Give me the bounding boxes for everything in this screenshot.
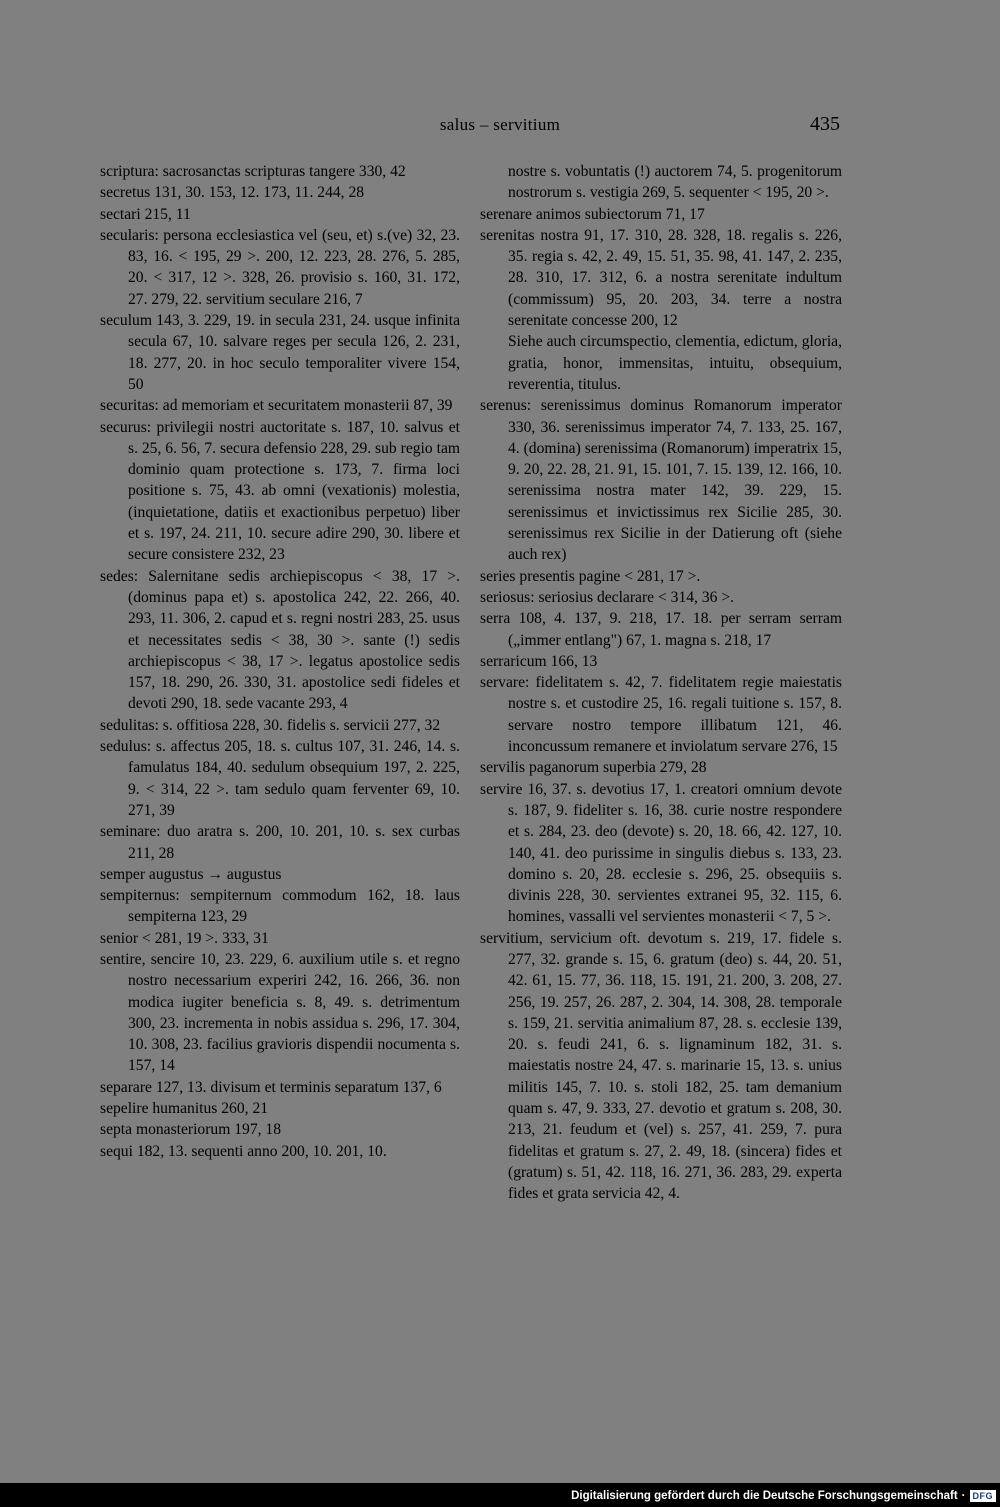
index-entry: servare: fidelitatem s. 42, 7. fidelitatem regie maiestatis nostre s. et custodire 25, 16. regali tuitione s. 157, 8. servare nostro tempore illibatum 121, 46. inconcussum remanere et inviolatum servare 276, 15 [480, 674, 842, 756]
index-entry: serra 108, 4. 137, 9. 218, 17. 18. per serram serram („immer entlang") 67, 1. magna s. 218, 17 [480, 610, 842, 649]
index-entry: sedulus: s. affectus 205, 18. s. cultus 107, 31. 246, 14. s. famulatus 184, 40. sedulum obsequium 197, 2. 225, 9. < 314, 22 >. tam sedulo quam ferventer 69, 10. 271, 39 [100, 738, 460, 819]
index-entry: sepelire humanitus 260, 21 [100, 1100, 269, 1118]
left-column [100, 161, 460, 1162]
running-head: salus – servitium [439, 115, 561, 134]
index-entry: secularis: persona ecclesiastica vel (seu, et) s.(ve) 32, 23. 83, 16. < 195, 29 >. 200, 12. 223, 28. 276, 5. 285, 20. < 317, 12 >. 328, 26. provisio s. 160, 31. 172, 27. 279, 22. servitium seculare 216, 7 [100, 226, 460, 308]
index-entry: seculum 143, 3. 229, 19. in secula 231, 24. usque infinita secula 67, 10. salvare reges per secula 126, 2. 231, 18. 277, 20. in hoc seculo temporaliter vivere 154, 50 [100, 312, 460, 393]
index-entry: sequi 182, 13. sequenti anno 200, 10. 201, 10. [100, 1142, 387, 1160]
index-entry: servilis paganorum superbia 279, 28 [480, 759, 707, 777]
index-entry: sedulitas: s. offitiosa 228, 30. fidelis s. servicii 277, 32 [100, 716, 441, 734]
index-entry: serenus: serenissimus dominus Romanorum imperator 330, 36. serenissimus imperator 74, 7. 133, 25. 167, 4. (domina) serenissima (Romanorum) imperatrix 15, 9. 20, 22. 28, 21. 91, 15. 101, 7. 15. 139, 12. 166, 10. serenissima nostra mater 142, 39. 229, 15. serenissimus et invictissimus rex Sicilie 285, 30. serenissimus rex Sicilie in der Datierung oft (siehe auch rex) [480, 397, 842, 564]
index-entry: securus: privilegii nostri auctoritate s. 187, 10. salvus et s. 25, 6. 56, 7. secura defensio 228, 29. sub regio tam dominio quam protectione s. 173, 7. firma loci positione s. 75, 43. ab omni (vexationis) molestia, (inquietatione, datiis et exactionibus perpetuo) liber et s. 197, 24. 211, 10. secure adire 290, 30. libere et secure consistere 232, 23 [100, 418, 460, 564]
page-number: 435 [810, 113, 840, 135]
index-entry: serenitas nostra 91, 17. 310, 28. 328, 18. regalis s. 226, 35. regia s. 42, 2. 49, 15. 51, 35. 98, 41. 147, 2. 235, 28. 310, 17. 312, 6. a nostra serenitate indultum (commissum) 95, 20. 203, 34. terre a nostra serenitate concesse 200, 12 [480, 226, 842, 330]
index-entry-continuation: nostre s. vobuntatis (!) auctorem 74, 5. progenitorum nostrorum s. vestigia 269, 5. sequenter < 195, 20 >. [508, 163, 842, 202]
index-entry: serenare animos subiectorum 71, 17 [480, 205, 705, 223]
index-entry: seriosus: seriosius declarare < 314, 36 >. [480, 588, 735, 606]
index-entry: sempiternus: sempiternum commodum 162, 18. laus sempiterna 123, 29 [100, 887, 460, 926]
dfg-logo: DFG [970, 1490, 997, 1502]
index-entry: scriptura: sacrosanctas scripturas tangere 330, 42 [100, 163, 406, 180]
index-entry: series presentis pagine < 281, 17 >. [480, 567, 701, 585]
index-entry: semper augustus → augustus [100, 865, 282, 883]
index-entry: septa monasteriorum 197, 18 [100, 1121, 282, 1139]
index-entry: servitium, servicium oft. devotum s. 219, 17. fidele s. 277, 32. grande s. 15, 6. gratum (deo) s. 44, 20. 51, 42. 61, 15. 77, 36. 118, 15. 191, 21. 200, 3. 208, 27. 256, 19. 257, 26. 287, 2. 304, 14. 308, 28. temporale s. 159, 21. servitia animalium 87, 28. s. ecclesie 139, 20. s. feudi 241, 6. s. lignaminum 182, 31. s. maiestatis nostre 24, 47. s. marinarie 15, 13. s. unius militis 145, 7. 10. s. stoli 182, 25. tam demanium quam s. 47, 9. 333, 27. devotio et gratum s. 208, 30. 213, 21. feudum et (vel) s. 257, 41. 259, 7. pura fidelitas et gratum s. 27, 2. 49, 18. (sincera) fides et (gratum) s. 51, 42. 118, 16. 271, 36. 283, 29. experta fides et grata servicia 42, 4. [480, 929, 842, 1203]
index-entry: sedes: Salernitane sedis archiepiscopus < 38, 17 >. (dominus papa et) s. apostolica 242, 22. 266, 40. 293, 11. 306, 2. capud et s. regni nostri 283, 25. usus et necessitates sedis < 38, 30 >. sante (!) sedis archiepiscopus < 38, 17 >. legatus apostolice sedis 157, 18. 290, 26. 330, 31. apostolice sedi fideles et devoti 290, 18. sede vacante 293, 4 [100, 567, 460, 713]
index-entry: seminare: duo aratra s. 200, 10. 201, 10. s. sex curbas 211, 28 [100, 823, 460, 862]
right-column [480, 161, 842, 1205]
index-entry: securitas: ad memoriam et securitatem monasterii 87, 39 [100, 397, 453, 415]
index-entry: servire 16, 37. s. devotius 17, 1. creatori omnium devote s. 187, 9. fideliter s. 16, 38. curie nostre respondere et s. 284, 23. deo (devote) s. 20, 18. 66, 42. 127, 10. 140, 41. deo purissime in singulis diebus s. 133, 23. domino s. 20, 28. ecclesie s. 296, 25. obsequiis s. divinis 228, 30. servientes extranei 95, 32. 115, 6. homines, vassalli vel servientes monasterii < 7, 5 >. [480, 780, 842, 926]
index-entry: sectari 215, 11 [100, 205, 191, 223]
index-entry: senior < 281, 19 >. 333, 31 [100, 929, 269, 947]
footer-credit [571, 1490, 996, 1502]
index-entry: separare 127, 13. divisum et terminis separatum 137, 6 [100, 1078, 442, 1096]
index-entry: serraricum 166, 13 [480, 652, 598, 670]
index-entry: sentire, sencire 10, 23. 229, 6. auxilium utile s. et regno nostro necessarium experiri 242, 16. 266, 36. non modica iugiter beneficia s. 8, 49. s. detrimentum 300, 23. incrementa in nobis assidua s. 296, 17. 304, 10. 308, 23. facilius gravioris dispendii nocumenta s. 157, 14 [100, 950, 460, 1075]
index-entry: secretus 131, 30. 153, 12. 173, 11. 244, 28 [100, 184, 365, 202]
footer-separator: · [961, 1490, 966, 1502]
footer-text: Digitalisierung gefördert durch die Deutsche Forschungsgemeinschaft [571, 1490, 958, 1502]
index-entry-continuation: Siehe auch circumspectio, clementia, edictum, gloria, gratia, honor, immensitas, intuitu, obsequium, reverentia, titulus. [508, 333, 842, 393]
